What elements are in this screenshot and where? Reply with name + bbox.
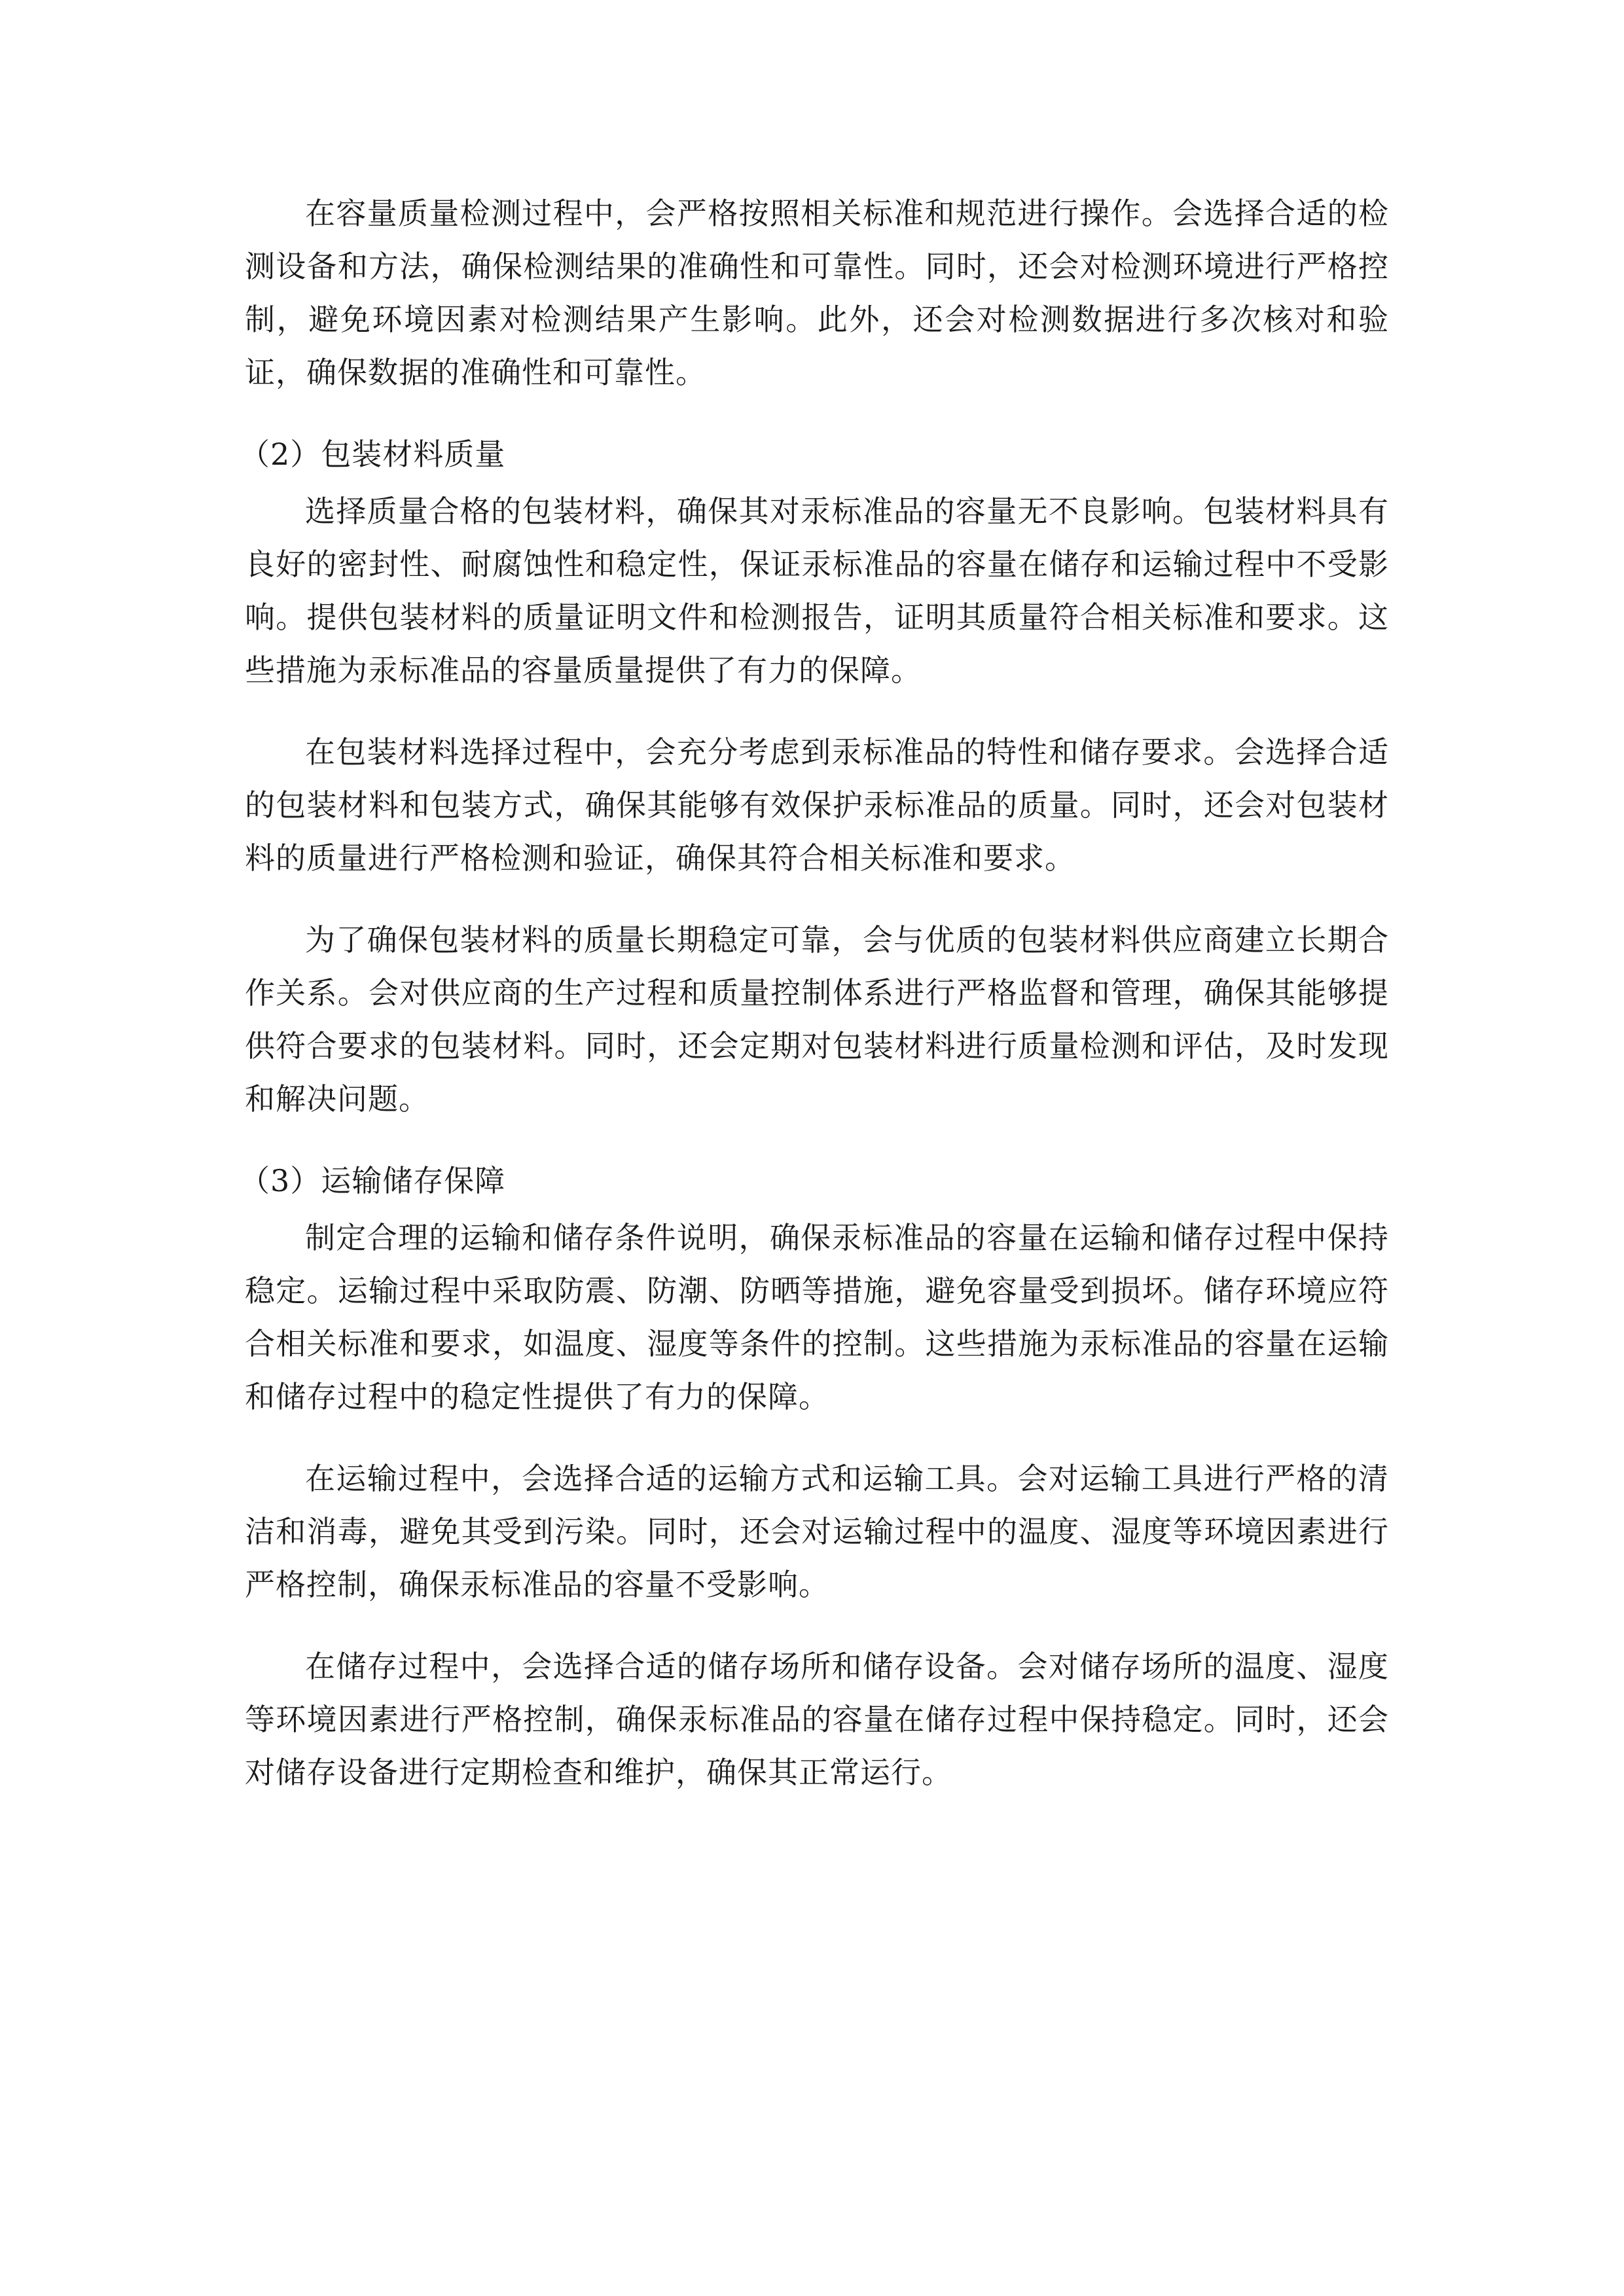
document-body	[240, 187, 1389, 1828]
section-heading-packaging: （2）包装材料质量	[240, 437, 506, 472]
section-heading-transport-storage: （3）运输储存保障	[240, 1163, 506, 1198]
paragraph-packaging-quality: 选择质量合格的包装材料，确保其对汞标准品的容量无不良影响。包装材料具有良好的密封性、耐腐蚀性和稳定性，保证汞标准品的容量在储存和运输过程中不受影响。提供包装材料的质量证明文件和检测报告，证明其质量符合相关标准和要求。这些措施为汞标准品的容量质量提供了有力的保障。	[245, 493, 1389, 688]
paragraph-transport-storage-conditions: 制定合理的运输和储存条件说明，确保汞标准品的容量在运输和储存过程中保持稳定。运输过程中采取防震、防潮、防晒等措施，避免容量受到损坏。储存环境应符合相关标准和要求，如温度、湿度等条件的控制。这些措施为汞标准品的容量在运输和储存过程中的稳定性提供了有力的保障。	[245, 1220, 1389, 1414]
paragraph-transport-process: 在运输过程中，会选择合适的运输方式和运输工具。会对运输工具进行严格的清洁和消毒，避免其受到污染。同时，还会对运输过程中的温度、湿度等环境因素进行严格控制，确保汞标准品的容量不受影响。	[245, 1461, 1389, 1602]
paragraph-packaging-selection: 在包装材料选择过程中，会充分考虑到汞标准品的特性和储存要求。会选择合适的包装材料和包装方式，确保其能够有效保护汞标准品的质量。同时，还会对包装材料的质量进行严格检测和验证，确保其符合相关标准和要求。	[245, 734, 1389, 876]
paragraph-storage-process: 在储存过程中，会选择合适的储存场所和储存设备。会对储存场所的温度、湿度等环境因素进行严格控制，确保汞标准品的容量在储存过程中保持稳定。同时，还会对储存设备进行定期检查和维护，确保其正常运行。	[245, 1649, 1389, 1790]
paragraph-capacity-inspection: 在容量质量检测过程中，会严格按照相关标准和规范进行操作。会选择合适的检测设备和方法，确保检测结果的准确性和可靠性。同时，还会对检测环境进行严格控制，避免环境因素对检测结果产生影响。此外，还会对检测数据进行多次核对和验证，确保数据的准确性和可靠性。	[245, 196, 1389, 390]
paragraph-supplier-cooperation: 为了确保包装材料的质量长期稳定可靠，会与优质的包装材料供应商建立长期合作关系。会对供应商的生产过程和质量控制体系进行严格监督和管理，确保其能够提供符合要求的包装材料。同时，还会定期对包装材料进行质量检测和评估，及时发现和解决问题。	[245, 922, 1389, 1117]
